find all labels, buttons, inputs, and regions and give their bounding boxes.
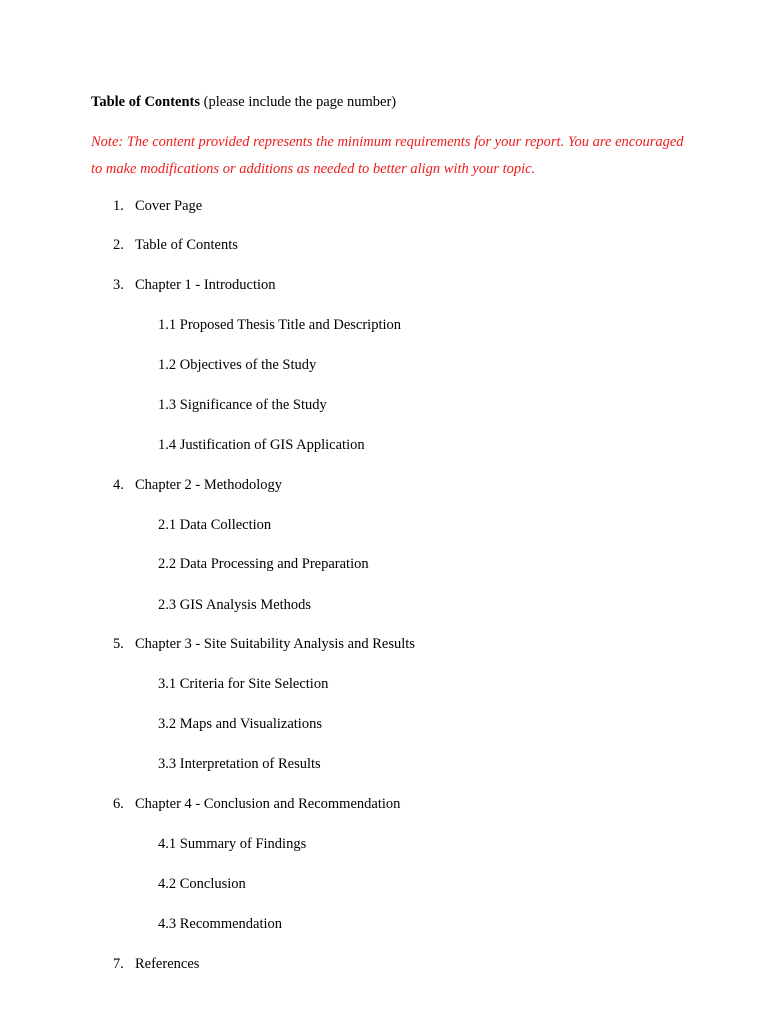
- toc-subitem: [158, 674, 328, 694]
- toc-item: [113, 275, 276, 295]
- toc-item-label: Chapter 2 - Methodology: [135, 477, 282, 493]
- toc-subitem-label: 1.1 Proposed Thesis Title and Description: [158, 317, 402, 333]
- toc-item-label: Chapter 3 - Site Suitability Analysis and Results: [135, 636, 415, 652]
- toc-subitem-label: 4.1 Summary of Findings: [158, 836, 307, 852]
- toc-subitem-label: 1.3 Significance of the Study: [158, 397, 327, 413]
- toc-heading-instruction: (please include the page number): [200, 94, 397, 110]
- toc-item-number: 2.: [113, 237, 124, 253]
- toc-subitem-label: 4.2 Conclusion: [158, 876, 246, 892]
- toc-subitem-label: 1.2 Objectives of the Study: [158, 357, 317, 373]
- toc-item-number: 4.: [113, 477, 124, 493]
- toc-heading-bold: Table of Contents: [91, 94, 201, 110]
- toc-subitem: [158, 435, 365, 455]
- toc-subitem: [158, 914, 282, 934]
- toc-item-number: 1.: [113, 198, 124, 214]
- toc-subitem-label: 4.3 Recommendation: [158, 916, 283, 932]
- toc-subitem-label: 3.3 Interpretation of Results: [158, 756, 321, 772]
- toc-item-label: Chapter 4 - Conclusion and Recommendation: [135, 796, 401, 812]
- toc-subitem: [158, 874, 246, 894]
- toc-item: [113, 634, 415, 654]
- toc-subitem: [158, 834, 306, 854]
- toc-subitem: [158, 355, 316, 375]
- toc-subitem: [158, 315, 401, 335]
- toc-subitem-label: 2.3 GIS Analysis Methods: [158, 597, 312, 613]
- toc-item: [113, 235, 238, 255]
- toc-item-label: Chapter 1 - Introduction: [135, 277, 276, 293]
- toc-item-label: Cover Page: [135, 198, 203, 214]
- toc-subitem-label: 1.4 Justification of GIS Application: [158, 437, 365, 453]
- toc-heading: [91, 92, 396, 112]
- toc-subitem-label: 3.2 Maps and Visualizations: [158, 716, 322, 732]
- requirements-note: Note: The content provided represents the minimum requirements for your report. You are encouraged to make modifications or additions as needed to better align with your topic.: [91, 134, 684, 177]
- toc-item: [113, 475, 282, 495]
- toc-item-number: 5.: [113, 636, 124, 652]
- toc-subitem: [158, 595, 311, 615]
- toc-subitem: [158, 754, 321, 774]
- toc-item-label: Table of Contents: [135, 237, 238, 253]
- toc-item: [113, 196, 202, 216]
- toc-subitem: [158, 395, 327, 415]
- toc-subitem-label: 3.1 Criteria for Site Selection: [158, 676, 329, 692]
- toc-item: [113, 794, 400, 814]
- toc-item-number: 7.: [113, 956, 124, 972]
- toc-item-number: 3.: [113, 277, 124, 293]
- toc-subitem: [158, 554, 369, 574]
- toc-subitem-label: 2.2 Data Processing and Preparation: [158, 556, 369, 572]
- toc-subitem-label: 2.1 Data Collection: [158, 517, 272, 533]
- toc-item-number: 6.: [113, 796, 124, 812]
- toc-item-label: References: [135, 956, 200, 972]
- toc-subitem: [158, 515, 271, 535]
- toc-item: [113, 954, 199, 974]
- toc-subitem: [158, 714, 322, 734]
